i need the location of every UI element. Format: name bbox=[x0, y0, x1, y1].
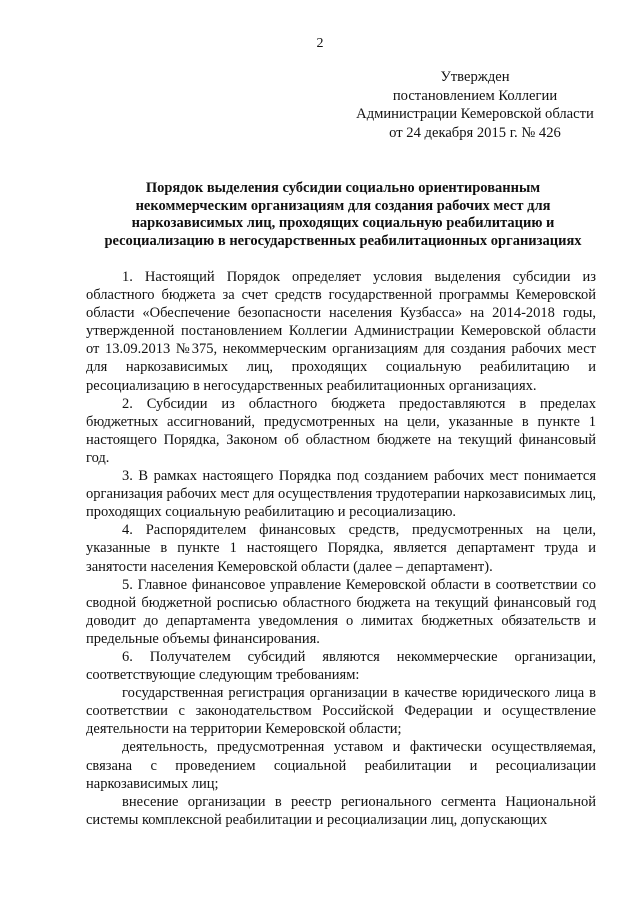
approval-block bbox=[330, 68, 620, 142]
paragraph: 6. Получателем субсидий являются некоммерческие организации, соответствующие следующим требованиям: bbox=[86, 648, 596, 684]
title-line: наркозависимых лиц, проходящих социальную реабилитацию и bbox=[131, 215, 555, 231]
approval-line: постановлением Коллегии bbox=[392, 87, 558, 104]
approval-line: Администрации Кемеровской области bbox=[356, 106, 594, 122]
paragraph: 3. В рамках настоящего Порядка под созданием рабочих мест понимается организация рабочих мест для осуществления трудотерапии наркозависимых лиц, проходящих социальную реабилитацию и ресоциализацию. bbox=[86, 468, 596, 521]
paragraph: 5. Главное финансовое управление Кемеровской области в соответствии со сводной бюджетной росписью областного бюджета на текущий финансовый год доводит до департамента уведомления о лимитах бюджетных обязательств и предельные объемы финансирования. bbox=[86, 576, 596, 647]
page-number: 2 bbox=[316, 36, 324, 51]
title-line: ресоциализацию в негосударственных реабилитационных организациях bbox=[104, 232, 582, 249]
paragraph: 2. Субсидии из областного бюджета предоставляются в пределах бюджетных ассигнований, предусмотренных на цели, указанные в пункте 1 настоящего Порядка, Законом об областном бюджете на текущий финансовый год. bbox=[86, 395, 596, 466]
document-title bbox=[78, 180, 608, 250]
document-body bbox=[86, 268, 596, 829]
title-line: Порядок выделения субсидии социально ориентированным bbox=[145, 180, 541, 196]
paragraph: деятельность, предусмотренная уставом и фактически осуществляемая, связана с проведением социальной реабилитации и ресоциализации наркозависимых лиц; bbox=[86, 739, 596, 792]
paragraph: 4. Распорядителем финансовых средств, предусмотренных на цели, указанные в пункте 1 настоящего Порядка, является департамент труда и занятости населения Кемеровской области (далее – департамент). bbox=[86, 522, 596, 575]
paragraph: внесение организации в реестр регионального сегмента Национальной системы комплексной реабилитации и ресоциализации лиц, допускающих bbox=[86, 793, 596, 828]
approval-line: от 24 декабря 2015 г. № 426 bbox=[389, 124, 561, 141]
approval-line: Утвержден bbox=[440, 69, 510, 85]
paragraph: 1. Настоящий Порядок определяет условия выделения субсидии из областного бюджета за счет средств государственной программы Кемеровской области «Обеспечение безопасности населения Кузбасса» на 2014-2018 годы, утвержденной постановлением Коллегии Администрации Кемеровской области от 13.09.2013 №375, некоммерческим организациям для создания рабочих мест для наркозависимых лиц, проходящих социальную реабилитацию и ресоциализацию в негосударственных реабилитационных организациях. bbox=[86, 269, 596, 394]
title-line: некоммерческим организациям для создания рабочих мест для bbox=[135, 197, 551, 214]
paragraph: государственная регистрация организации в качестве юридического лица в соответствии с законодательством Российской Федерации и осуществление деятельности на территории Кемеровской области; bbox=[86, 685, 596, 738]
